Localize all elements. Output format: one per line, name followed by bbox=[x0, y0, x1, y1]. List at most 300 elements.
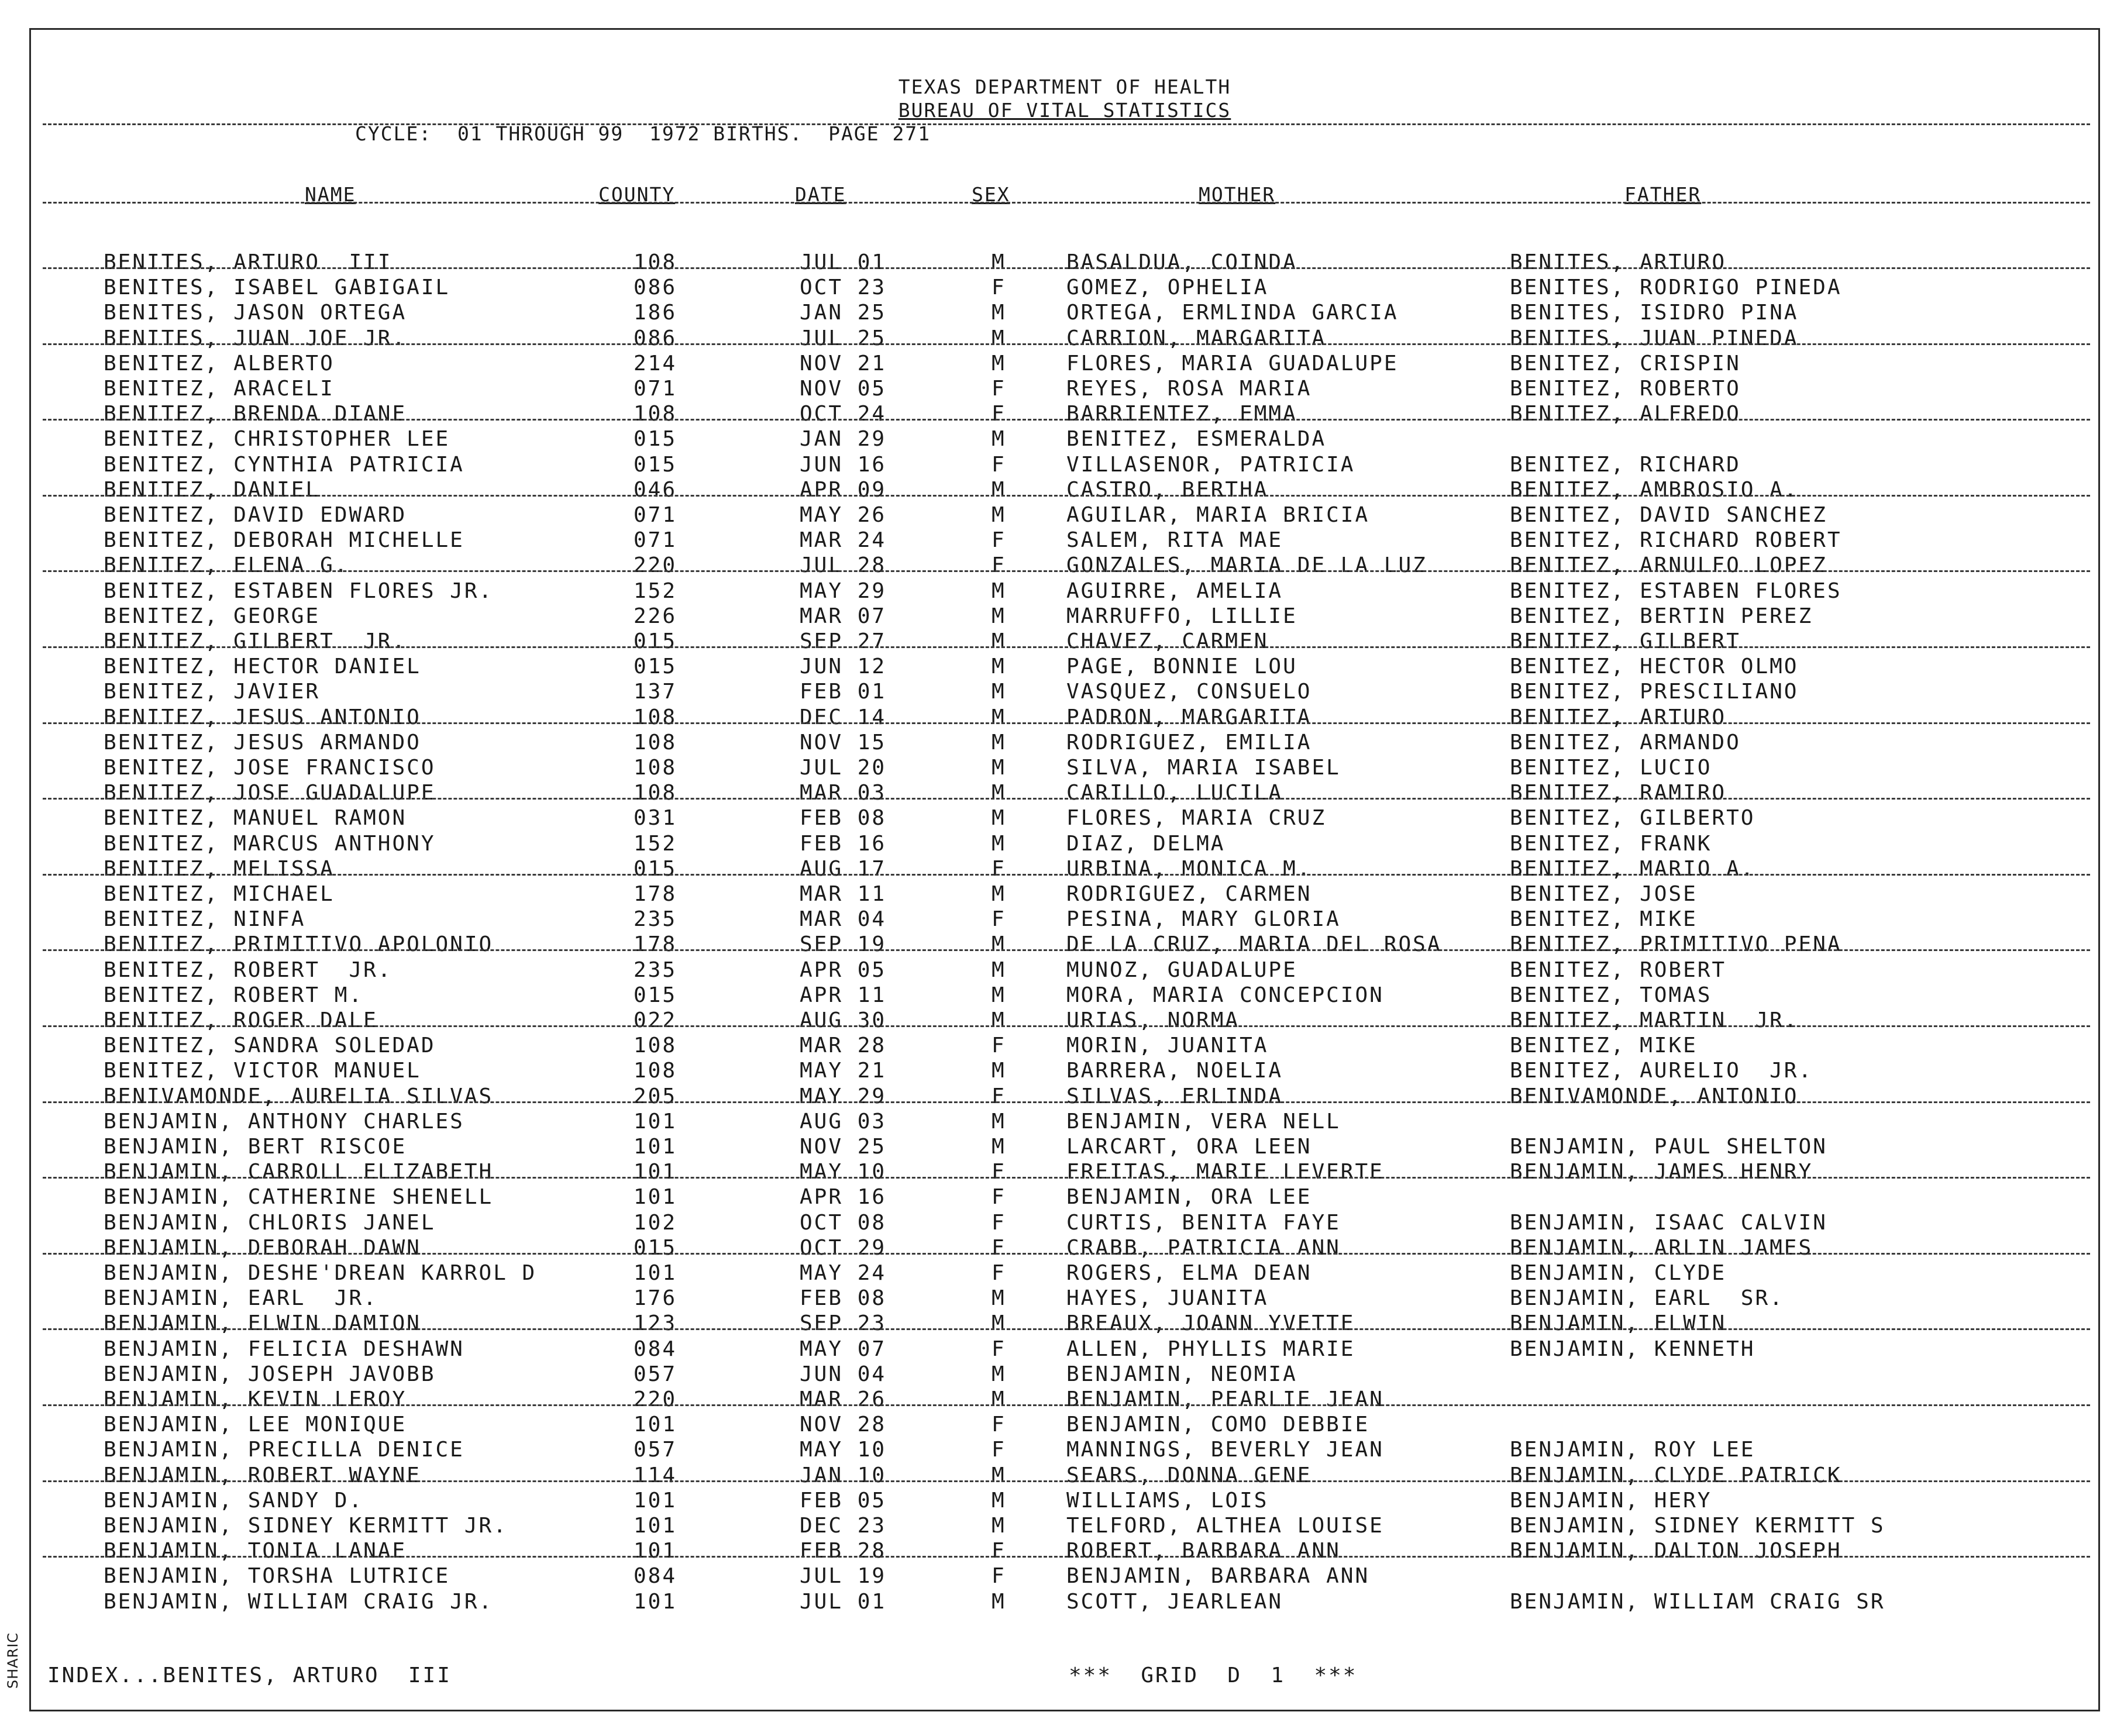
cell-sex: M bbox=[992, 680, 1006, 704]
cell-sex: F bbox=[992, 377, 1006, 401]
table-row bbox=[31, 1260, 2098, 1286]
cell-mother: MORIN, JUANITA bbox=[1066, 1034, 1269, 1058]
cell-mother: BENJAMIN, BARBARA ANN bbox=[1066, 1564, 1370, 1589]
row-separator-rule bbox=[43, 722, 2090, 724]
grid-footer: *** GRID D 1 *** bbox=[1069, 1663, 1358, 1687]
cell-sex: M bbox=[992, 1109, 1006, 1134]
cell-county: 108 bbox=[634, 402, 677, 426]
cell-father: BENITEZ, ALFREDO bbox=[1510, 402, 1741, 426]
cell-sex: M bbox=[992, 1135, 1006, 1159]
table-row bbox=[31, 553, 2098, 578]
cell-sex: F bbox=[992, 1084, 1006, 1108]
cell-county: 137 bbox=[634, 680, 677, 704]
cell-date: OCT 29 bbox=[800, 1235, 887, 1260]
row-separator-rule bbox=[43, 1101, 2090, 1103]
cell-date: MAY 10 bbox=[800, 1438, 887, 1462]
column-header-rule bbox=[43, 202, 2090, 204]
row-separator-rule bbox=[43, 267, 2090, 269]
cell-date: FEB 08 bbox=[800, 806, 887, 831]
row-separator-rule bbox=[43, 1025, 2090, 1027]
cell-mother: ROBERT, BARBARA ANN bbox=[1066, 1539, 1341, 1563]
table-row bbox=[31, 401, 2098, 426]
cell-name: BENITES, ISABEL GABIGAIL bbox=[104, 275, 450, 300]
cell-father: BENITEZ, RICHARD bbox=[1510, 452, 1741, 477]
table-row bbox=[31, 604, 2098, 629]
cell-county: 101 bbox=[634, 1160, 677, 1184]
cell-mother: BARRIENTEZ, EMMA bbox=[1066, 402, 1297, 426]
cell-father: BENITEZ, MARTIN JR. bbox=[1510, 1008, 1799, 1032]
cell-county: 220 bbox=[634, 1387, 677, 1411]
table-row bbox=[31, 780, 2098, 805]
cell-county: 235 bbox=[634, 907, 677, 932]
cell-name: BENJAMIN, DEBORAH DAWN bbox=[104, 1235, 421, 1260]
cell-name: BENITEZ, JOSE GUADALUPE bbox=[104, 781, 436, 805]
cell-county: 186 bbox=[634, 301, 677, 325]
cell-county: 205 bbox=[634, 1084, 677, 1108]
cell-sex: F bbox=[992, 1261, 1006, 1285]
cell-county: 101 bbox=[634, 1185, 677, 1210]
cell-father: BENITEZ, DAVID SANCHEZ bbox=[1510, 503, 1827, 527]
cell-date: JUL 01 bbox=[800, 250, 887, 274]
cell-sex: M bbox=[992, 1362, 1006, 1386]
cell-date: MAY 24 bbox=[800, 1261, 887, 1285]
cell-mother: FLORES, MARIA CRUZ bbox=[1066, 806, 1327, 831]
cell-date: FEB 05 bbox=[800, 1488, 887, 1513]
row-separator-rule bbox=[43, 1480, 2090, 1482]
cell-mother: REYES, ROSA MARIA bbox=[1066, 377, 1312, 401]
table-row bbox=[31, 528, 2098, 553]
table-row bbox=[31, 1387, 2098, 1412]
cell-county: 152 bbox=[634, 578, 677, 603]
cell-mother: FLORES, MARIA GUADALUPE bbox=[1066, 351, 1399, 376]
table-row bbox=[31, 1109, 2098, 1134]
cell-mother: SILVA, MARIA ISABEL bbox=[1066, 756, 1341, 780]
cell-name: BENITEZ, DANIEL bbox=[104, 477, 321, 502]
row-separator-rule bbox=[43, 874, 2090, 876]
cell-father: BENJAMIN, HERY bbox=[1510, 1488, 1712, 1513]
cell-name: BENJAMIN, DESHE'DREAN KARROL D bbox=[104, 1261, 537, 1285]
table-row bbox=[31, 1488, 2098, 1513]
cell-county: 101 bbox=[634, 1488, 677, 1513]
row-separator-rule bbox=[43, 1253, 2090, 1255]
cell-county: 226 bbox=[634, 604, 677, 628]
table-row bbox=[31, 1058, 2098, 1083]
cell-date: AUG 17 bbox=[800, 856, 887, 881]
cell-father: BENITEZ, ROBERTO bbox=[1510, 377, 1741, 401]
cell-name: BENITEZ, HECTOR DANIEL bbox=[104, 655, 421, 679]
cell-sex: F bbox=[992, 1210, 1006, 1235]
cell-mother: PESINA, MARY GLORIA bbox=[1066, 907, 1341, 932]
cell-sex: M bbox=[992, 957, 1006, 982]
cell-father: BENITES, RODRIGO PINEDA bbox=[1510, 275, 1842, 300]
table-row bbox=[31, 755, 2098, 780]
cell-mother: AGUIRRE, AMELIA bbox=[1066, 578, 1283, 603]
cell-county: 101 bbox=[634, 1539, 677, 1563]
cell-name: BENITEZ, ELENA G. bbox=[104, 553, 349, 578]
cell-name: BENITEZ, GILBERT JR. bbox=[104, 629, 407, 653]
cell-mother: DE LA CRUZ, MARIA DEL ROSA bbox=[1066, 932, 1442, 957]
cell-date: MAY 07 bbox=[800, 1337, 887, 1361]
cell-county: 015 bbox=[634, 856, 677, 881]
table-row bbox=[31, 1337, 2098, 1362]
cell-date: MAR 24 bbox=[800, 528, 887, 553]
cell-county: 101 bbox=[634, 1413, 677, 1437]
cell-date: NOV 28 bbox=[800, 1413, 887, 1437]
cell-name: BENITEZ, CYNTHIA PATRICIA bbox=[104, 452, 464, 477]
cell-date: APR 05 bbox=[800, 957, 887, 982]
cell-father: BENJAMIN, CLYDE PATRICK bbox=[1510, 1463, 1842, 1487]
table-row bbox=[31, 1159, 2098, 1184]
cell-date: MAR 26 bbox=[800, 1387, 887, 1411]
table-row bbox=[31, 326, 2098, 351]
cell-mother: CRABB, PATRICIA ANN bbox=[1066, 1235, 1341, 1260]
cell-county: 108 bbox=[634, 781, 677, 805]
cell-father: BENITEZ, ESTABEN FLORES bbox=[1510, 578, 1842, 603]
cell-father: BENITEZ, FRANK bbox=[1510, 831, 1712, 856]
table-row bbox=[31, 1589, 2098, 1614]
cell-father: BENITES, ARTURO bbox=[1510, 250, 1727, 274]
table-row bbox=[31, 730, 2098, 755]
cell-sex: M bbox=[992, 351, 1006, 376]
cell-father: BENITEZ, ROBERT bbox=[1510, 957, 1727, 982]
cell-county: 108 bbox=[634, 250, 677, 274]
cell-sex: M bbox=[992, 730, 1006, 755]
cell-name: BENIVAMONDE, AURELIA SILVAS bbox=[104, 1084, 494, 1108]
cell-father: BENIVAMONDE, ANTONIO bbox=[1510, 1084, 1799, 1108]
cell-name: BENJAMIN, KEVIN LEROY bbox=[104, 1387, 407, 1411]
cell-date: FEB 01 bbox=[800, 680, 887, 704]
table-row bbox=[31, 1412, 2098, 1437]
cell-mother: MANNINGS, BEVERLY JEAN bbox=[1066, 1438, 1384, 1462]
cell-name: BENITEZ, DAVID EDWARD bbox=[104, 503, 407, 527]
table-row bbox=[31, 1311, 2098, 1336]
cell-sex: M bbox=[992, 983, 1006, 1007]
cell-father: BENJAMIN, WILLIAM CRAIG SR bbox=[1510, 1589, 1885, 1614]
cell-sex: M bbox=[992, 1311, 1006, 1336]
cell-mother: RODRIGUEZ, EMILIA bbox=[1066, 730, 1312, 755]
table-row bbox=[31, 1286, 2098, 1311]
table-row bbox=[31, 250, 2098, 275]
cell-mother: PAGE, BONNIE LOU bbox=[1066, 655, 1297, 679]
cell-county: 015 bbox=[634, 983, 677, 1007]
cell-name: BENITEZ, GEORGE bbox=[104, 604, 321, 628]
cell-sex: F bbox=[992, 1564, 1006, 1589]
cell-mother: BARRERA, NOELIA bbox=[1066, 1059, 1283, 1083]
cell-name: BENITEZ, PRIMITIVO APOLONIO bbox=[104, 932, 494, 957]
cell-name: BENJAMIN, JOSEPH JAVOBB bbox=[104, 1362, 436, 1386]
table-row bbox=[31, 831, 2098, 856]
cell-county: 022 bbox=[634, 1008, 677, 1032]
cell-date: MAR 28 bbox=[800, 1034, 887, 1058]
cell-county: 108 bbox=[634, 730, 677, 755]
cell-father: BENITEZ, GILBERTO bbox=[1510, 806, 1755, 831]
cell-date: JUN 04 bbox=[800, 1362, 887, 1386]
table-row bbox=[31, 679, 2098, 704]
cell-county: 015 bbox=[634, 629, 677, 653]
table-row bbox=[31, 1008, 2098, 1033]
cell-county: 015 bbox=[634, 1235, 677, 1260]
table-row bbox=[31, 1463, 2098, 1488]
cell-mother: BENITEZ, ESMERALDA bbox=[1066, 427, 1327, 452]
side-label-text: SHARIC bbox=[5, 1632, 22, 1689]
cell-sex: M bbox=[992, 1488, 1006, 1513]
cell-county: 108 bbox=[634, 756, 677, 780]
cell-county: 086 bbox=[634, 326, 677, 350]
cell-county: 015 bbox=[634, 655, 677, 679]
cell-mother: URBINA, MONICA M. bbox=[1066, 856, 1312, 881]
row-separator-rule bbox=[43, 1556, 2090, 1558]
cell-name: BENITEZ, MARCUS ANTHONY bbox=[104, 831, 436, 856]
cell-date: JAN 10 bbox=[800, 1463, 887, 1487]
cell-mother: CARRION, MARGARITA bbox=[1066, 326, 1327, 350]
agency-title: TEXAS DEPARTMENT OF HEALTH bbox=[898, 75, 1231, 98]
cell-name: BENITEZ, JESUS ARMANDO bbox=[104, 730, 421, 755]
table-row bbox=[31, 957, 2098, 983]
cell-father: BENJAMIN, DALTON JOSEPH bbox=[1510, 1539, 1842, 1563]
cell-date: OCT 24 bbox=[800, 402, 887, 426]
cell-date: JUL 28 bbox=[800, 553, 887, 578]
cell-date: MAY 21 bbox=[800, 1059, 887, 1083]
table-row bbox=[31, 477, 2098, 502]
cell-county: 220 bbox=[634, 553, 677, 578]
cell-father: BENITEZ, MIKE bbox=[1510, 1034, 1698, 1058]
header-rule bbox=[43, 123, 2090, 125]
cell-father: BENITEZ, PRIMITIVO PENA bbox=[1510, 932, 1842, 957]
cell-mother: CARILLO, LUCILA bbox=[1066, 781, 1283, 805]
cell-sex: M bbox=[992, 301, 1006, 325]
cell-county: 176 bbox=[634, 1286, 677, 1311]
cell-father: BENITEZ, MARIO A. bbox=[1510, 856, 1755, 881]
cell-mother: VILLASENOR, PATRICIA bbox=[1066, 452, 1355, 477]
cell-name: BENJAMIN, TORSHA LUTRICE bbox=[104, 1564, 450, 1589]
cell-mother: SILVAS, ERLINDA bbox=[1066, 1084, 1283, 1108]
cell-county: 108 bbox=[634, 1034, 677, 1058]
cell-name: BENJAMIN, SANDY D. bbox=[104, 1488, 364, 1513]
cell-date: DEC 14 bbox=[800, 705, 887, 729]
cell-name: BENITEZ, ARACELI bbox=[104, 377, 335, 401]
cell-sex: M bbox=[992, 1008, 1006, 1032]
cell-mother: HAYES, JUANITA bbox=[1066, 1286, 1269, 1311]
table-row bbox=[31, 376, 2098, 401]
table-row bbox=[31, 1235, 2098, 1260]
cell-father: BENITEZ, TOMAS bbox=[1510, 983, 1712, 1007]
cell-father: BENITEZ, MIKE bbox=[1510, 907, 1698, 932]
cell-mother: CURTIS, BENITA FAYE bbox=[1066, 1210, 1341, 1235]
cell-date: MAR 11 bbox=[800, 882, 887, 906]
cell-county: 108 bbox=[634, 705, 677, 729]
cell-name: BENJAMIN, ROBERT WAYNE bbox=[104, 1463, 421, 1487]
cell-name: BENITEZ, NINFA bbox=[104, 907, 306, 932]
cell-sex: M bbox=[992, 1589, 1006, 1614]
cell-county: 086 bbox=[634, 275, 677, 300]
cell-county: 057 bbox=[634, 1362, 677, 1386]
cell-name: BENITEZ, ESTABEN FLORES JR. bbox=[104, 578, 494, 603]
cell-name: BENITEZ, ROGER DALE bbox=[104, 1008, 378, 1032]
cell-date: FEB 08 bbox=[800, 1286, 887, 1311]
row-separator-rule bbox=[43, 1404, 2090, 1406]
cell-date: JUN 12 bbox=[800, 655, 887, 679]
cell-date: DEC 23 bbox=[800, 1514, 887, 1538]
table-row bbox=[31, 426, 2098, 452]
cell-father: BENJAMIN, SIDNEY KERMITT S bbox=[1510, 1514, 1885, 1538]
cell-date: MAY 29 bbox=[800, 1084, 887, 1108]
cell-father: BENJAMIN, JAMES HENRY bbox=[1510, 1160, 1813, 1184]
cell-county: 178 bbox=[634, 932, 677, 957]
cell-mother: BENJAMIN, PEARLIE JEAN bbox=[1066, 1387, 1384, 1411]
cell-county: 057 bbox=[634, 1438, 677, 1462]
cell-sex: M bbox=[992, 781, 1006, 805]
cell-sex: F bbox=[992, 907, 1006, 932]
cell-county: 101 bbox=[634, 1135, 677, 1159]
table-row bbox=[31, 1134, 2098, 1159]
cell-county: 152 bbox=[634, 831, 677, 856]
cell-date: NOV 21 bbox=[800, 351, 887, 376]
cell-father: BENJAMIN, CLYDE bbox=[1510, 1261, 1727, 1285]
column-header-mother: MOTHER bbox=[1199, 183, 1276, 206]
cell-date: JAN 29 bbox=[800, 427, 887, 452]
cell-county: 102 bbox=[634, 1210, 677, 1235]
cell-mother: PADRON, MARGARITA bbox=[1066, 705, 1312, 729]
cell-name: BENJAMIN, ELWIN DAMION bbox=[104, 1311, 421, 1336]
cell-date: JUL 20 bbox=[800, 756, 887, 780]
cell-sex: M bbox=[992, 1463, 1006, 1487]
table-row bbox=[31, 654, 2098, 679]
table-row bbox=[31, 1210, 2098, 1235]
cell-mother: GONZALES, MARIA DE LA LUZ bbox=[1066, 553, 1427, 578]
cell-mother: CASTRO, BERTHA bbox=[1066, 477, 1269, 502]
cell-county: 071 bbox=[634, 528, 677, 553]
cell-sex: F bbox=[992, 856, 1006, 881]
table-row bbox=[31, 452, 2098, 477]
cell-sex: F bbox=[992, 1539, 1006, 1563]
cell-father: BENJAMIN, ISAAC CALVIN bbox=[1510, 1210, 1827, 1235]
cell-name: BENITEZ, MELISSA bbox=[104, 856, 335, 881]
cell-name: BENITEZ, MICHAEL bbox=[104, 882, 335, 906]
cell-sex: F bbox=[992, 528, 1006, 553]
cell-mother: BENJAMIN, NEOMIA bbox=[1066, 1362, 1297, 1386]
cell-county: 214 bbox=[634, 351, 677, 376]
cell-sex: M bbox=[992, 629, 1006, 653]
cell-sex: F bbox=[992, 1034, 1006, 1058]
cycle-line: CYCLE: 01 THROUGH 99 1972 BIRTHS. PAGE 271 bbox=[355, 122, 931, 145]
cell-county: 071 bbox=[634, 377, 677, 401]
cell-name: BENITEZ, BRENDA DIANE bbox=[104, 402, 407, 426]
row-separator-rule bbox=[43, 798, 2090, 800]
cell-mother: CHAVEZ, CARMEN bbox=[1066, 629, 1269, 653]
table-row bbox=[31, 275, 2098, 300]
cell-county: 101 bbox=[634, 1261, 677, 1285]
cell-county: 084 bbox=[634, 1564, 677, 1589]
cell-date: JUL 01 bbox=[800, 1589, 887, 1614]
cell-county: 101 bbox=[634, 1514, 677, 1538]
cell-date: AUG 30 bbox=[800, 1008, 887, 1032]
cell-date: OCT 23 bbox=[800, 275, 887, 300]
cell-father: BENITES, JUAN PINEDA bbox=[1510, 326, 1799, 350]
cell-county: 084 bbox=[634, 1337, 677, 1361]
cell-name: BENJAMIN, LEE MONIQUE bbox=[104, 1413, 407, 1437]
cell-date: JUL 19 bbox=[800, 1564, 887, 1589]
cell-sex: F bbox=[992, 1438, 1006, 1462]
row-separator-rule bbox=[43, 343, 2090, 345]
cell-county: 123 bbox=[634, 1311, 677, 1336]
cell-sex: M bbox=[992, 1514, 1006, 1538]
cell-county: 046 bbox=[634, 477, 677, 502]
cell-sex: M bbox=[992, 806, 1006, 831]
cell-name: BENITEZ, DEBORAH MICHELLE bbox=[104, 528, 464, 553]
cell-father: BENITEZ, RICHARD ROBERT bbox=[1510, 528, 1842, 553]
cell-sex: M bbox=[992, 655, 1006, 679]
cell-sex: M bbox=[992, 1387, 1006, 1411]
row-separator-rule bbox=[43, 419, 2090, 421]
cell-date: JUN 16 bbox=[800, 452, 887, 477]
cell-father: BENITEZ, RAMIRO bbox=[1510, 781, 1727, 805]
cell-name: BENITEZ, JESUS ANTONIO bbox=[104, 705, 421, 729]
cell-sex: M bbox=[992, 427, 1006, 452]
cell-father: BENJAMIN, ROY LEE bbox=[1510, 1438, 1755, 1462]
cell-name: BENJAMIN, EARL JR. bbox=[104, 1286, 378, 1311]
cell-father: BENJAMIN, EARL SR. bbox=[1510, 1286, 1784, 1311]
table-row bbox=[31, 932, 2098, 957]
side-label bbox=[2, 1632, 26, 1696]
column-header-date: DATE bbox=[795, 183, 846, 206]
table-row bbox=[31, 1538, 2098, 1563]
cell-name: BENJAMIN, SIDNEY KERMITT JR. bbox=[104, 1514, 508, 1538]
cell-father: BENITEZ, ARMANDO bbox=[1510, 730, 1741, 755]
cell-sex: M bbox=[992, 326, 1006, 350]
cell-mother: TELFORD, ALTHEA LOUISE bbox=[1066, 1514, 1384, 1538]
cell-date: MAY 29 bbox=[800, 578, 887, 603]
column-header-county: COUNTY bbox=[598, 183, 676, 206]
cell-name: BENITEZ, CHRISTOPHER LEE bbox=[104, 427, 450, 452]
cell-date: APR 16 bbox=[800, 1185, 887, 1210]
cell-father: BENITEZ, LUCIO bbox=[1510, 756, 1712, 780]
cell-sex: M bbox=[992, 705, 1006, 729]
cell-mother: BENJAMIN, COMO DEBBIE bbox=[1066, 1413, 1370, 1437]
record-sheet bbox=[29, 28, 2100, 1711]
table-row bbox=[31, 1563, 2098, 1589]
cell-mother: MUNOZ, GUADALUPE bbox=[1066, 957, 1297, 982]
cell-date: MAR 03 bbox=[800, 781, 887, 805]
cell-sex: M bbox=[992, 932, 1006, 957]
cell-county: 071 bbox=[634, 503, 677, 527]
cell-mother: MARRUFFO, LILLIE bbox=[1066, 604, 1297, 628]
row-separator-rule bbox=[43, 646, 2090, 648]
cell-date: MAY 26 bbox=[800, 503, 887, 527]
cell-name: BENITES, ARTURO III bbox=[104, 250, 393, 274]
row-separator-rule bbox=[43, 949, 2090, 951]
cell-sex: F bbox=[992, 275, 1006, 300]
cell-name: BENITEZ, ROBERT M. bbox=[104, 983, 364, 1007]
table-row bbox=[31, 705, 2098, 730]
table-row bbox=[31, 629, 2098, 654]
cell-mother: BASALDUA, COINDA bbox=[1066, 250, 1297, 274]
row-separator-rule bbox=[43, 1177, 2090, 1179]
cell-name: BENITEZ, ROBERT JR. bbox=[104, 957, 393, 982]
cell-name: BENITEZ, MANUEL RAMON bbox=[104, 806, 407, 831]
cell-father: BENITEZ, JOSE bbox=[1510, 882, 1698, 906]
cell-county: 101 bbox=[634, 1109, 677, 1134]
cell-name: BENJAMIN, TONIA LANAE bbox=[104, 1539, 407, 1563]
cell-date: MAY 10 bbox=[800, 1160, 887, 1184]
cell-father: BENITEZ, HECTOR OLMO bbox=[1510, 655, 1799, 679]
cell-county: 114 bbox=[634, 1463, 677, 1487]
cell-date: JUL 25 bbox=[800, 326, 887, 350]
cell-father: BENJAMIN, ARLIN JAMES bbox=[1510, 1235, 1813, 1260]
cell-sex: M bbox=[992, 578, 1006, 603]
row-separator-rule bbox=[43, 1328, 2090, 1330]
table-row bbox=[31, 1084, 2098, 1109]
cell-sex: M bbox=[992, 1286, 1006, 1311]
